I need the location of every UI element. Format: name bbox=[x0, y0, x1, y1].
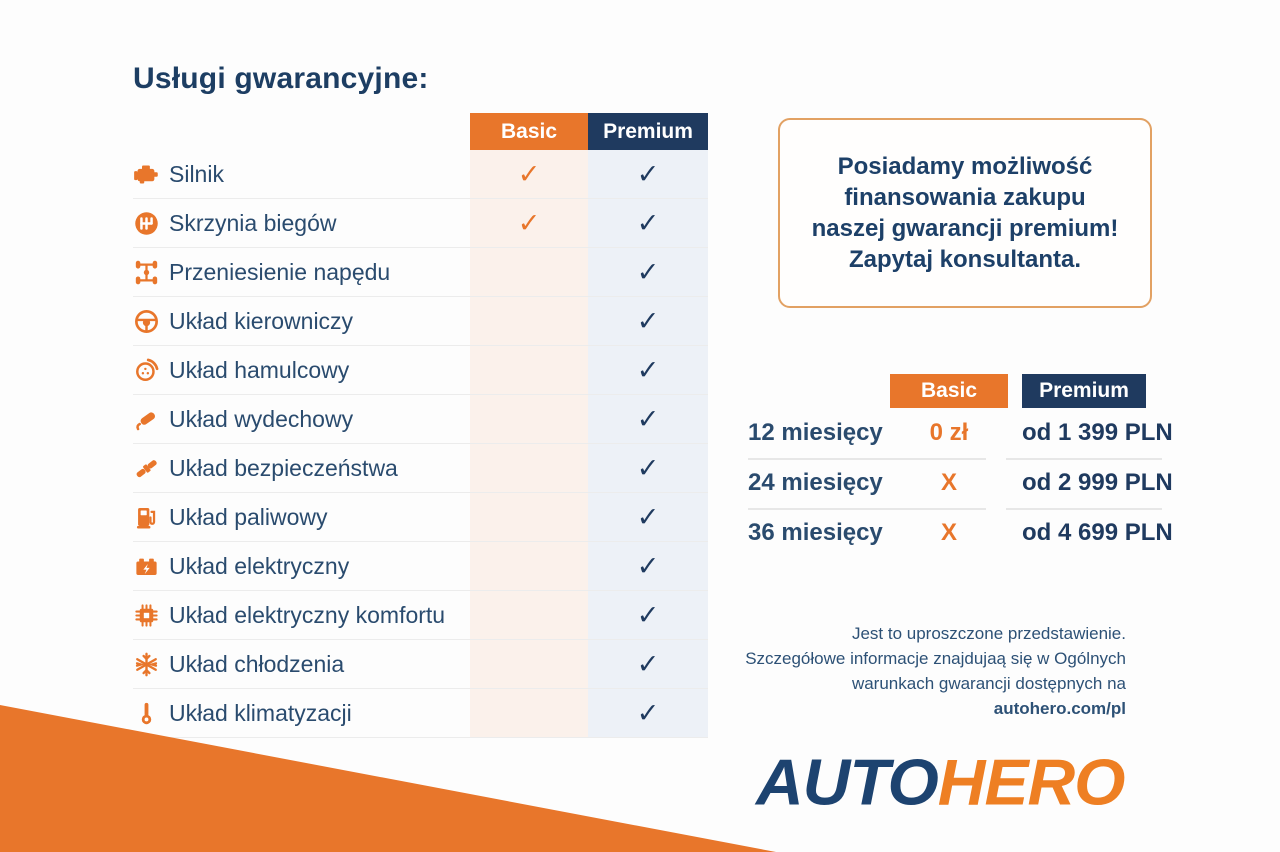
pricing-basic-header: Basic bbox=[890, 374, 1008, 408]
pricing-table-header bbox=[748, 374, 1162, 408]
pricing-table bbox=[748, 374, 1173, 558]
premium-cell bbox=[588, 689, 708, 737]
steering-wheel-icon bbox=[133, 297, 169, 345]
service-label: Układ kierowniczy bbox=[169, 307, 354, 334]
autohero-logo bbox=[756, 745, 1124, 819]
battery-icon bbox=[133, 542, 169, 590]
thermometer-icon bbox=[133, 689, 169, 737]
table-row bbox=[133, 198, 708, 247]
basic-cell bbox=[470, 150, 588, 198]
table-row bbox=[133, 688, 708, 737]
autohero-url: autohero.com/pl bbox=[993, 699, 1126, 718]
disclaimer-line bbox=[740, 671, 1126, 721]
pricing-header-spacer bbox=[748, 374, 890, 408]
pricing-row bbox=[748, 508, 1173, 558]
service-label: Układ wydechowy bbox=[169, 405, 354, 432]
table-row bbox=[133, 590, 708, 639]
table-row bbox=[133, 492, 708, 541]
check-icon: ✓ bbox=[636, 403, 660, 435]
disclaimer-line: Jest to uproszczone przedstawienie. bbox=[851, 624, 1126, 643]
premium-cell bbox=[588, 640, 708, 688]
financing-note-line: naszej gwarancji premium! bbox=[811, 215, 1119, 242]
drivetrain-icon bbox=[133, 248, 169, 296]
service-label: Układ elektryczny bbox=[169, 552, 350, 579]
premium-cell bbox=[588, 395, 708, 443]
premium-cell bbox=[588, 297, 708, 345]
premium-column-header: Premium bbox=[588, 113, 708, 150]
basic-cell bbox=[470, 493, 588, 541]
financing-note-box bbox=[778, 118, 1152, 308]
basic-cell bbox=[470, 444, 588, 492]
premium-price: od 2 999 PLN bbox=[1022, 469, 1173, 496]
brake-disc-icon bbox=[133, 346, 169, 394]
pricing-row bbox=[748, 458, 1173, 508]
check-icon: ✓ bbox=[636, 158, 660, 190]
table-row bbox=[133, 541, 708, 590]
pricing-table-body bbox=[748, 408, 1173, 558]
financing-note-line: Zapytaj konsultanta. bbox=[848, 246, 1082, 273]
service-label: Przeniesienie napędu bbox=[169, 258, 391, 285]
pricing-premium-header: Premium bbox=[1022, 374, 1146, 408]
check-icon: ✓ bbox=[636, 648, 660, 680]
term-label: 12 miesięcy bbox=[748, 419, 883, 446]
financing-note-line: Posiadamy możliwość bbox=[837, 153, 1093, 180]
premium-cell bbox=[588, 346, 708, 394]
basic-cell bbox=[470, 591, 588, 639]
exhaust-icon bbox=[133, 395, 169, 443]
check-icon: ✓ bbox=[636, 354, 660, 386]
check-icon: ✓ bbox=[517, 158, 541, 190]
logo-hero-part: HERO bbox=[937, 745, 1125, 819]
basic-cell bbox=[470, 640, 588, 688]
premium-price: od 1 399 PLN bbox=[1022, 419, 1173, 446]
premium-cell bbox=[588, 150, 708, 198]
warranty-table-header bbox=[133, 113, 708, 150]
check-icon: ✓ bbox=[636, 207, 660, 239]
table-row bbox=[133, 296, 708, 345]
premium-cell bbox=[588, 248, 708, 296]
service-label: Układ elektryczny komfortu bbox=[169, 601, 446, 628]
pricing-header-gap bbox=[1008, 374, 1022, 408]
service-label: Układ paliwowy bbox=[169, 503, 328, 530]
service-label: Układ chłodzenia bbox=[169, 650, 345, 677]
check-icon: ✓ bbox=[636, 256, 660, 288]
warranty-table-body bbox=[133, 150, 708, 738]
header-spacer bbox=[133, 113, 470, 150]
basic-column-header: Basic bbox=[470, 113, 588, 150]
engine-icon bbox=[133, 150, 169, 198]
table-row bbox=[133, 247, 708, 296]
disclaimer-text bbox=[740, 621, 1126, 721]
logo-auto-part: AUTO bbox=[756, 745, 938, 819]
table-row bbox=[133, 345, 708, 394]
term-label: 24 miesięcy bbox=[748, 469, 883, 496]
table-row bbox=[133, 150, 708, 198]
basic-cell bbox=[470, 542, 588, 590]
table-row bbox=[133, 394, 708, 443]
fuel-pump-icon bbox=[133, 493, 169, 541]
premium-cell bbox=[588, 591, 708, 639]
disclaimer-line: Szczegółowe informacje znajdujaą się w Ogólnych bbox=[745, 649, 1126, 668]
chip-icon bbox=[133, 591, 169, 639]
basic-cell bbox=[470, 248, 588, 296]
basic-cell bbox=[470, 346, 588, 394]
basic-price: X bbox=[940, 469, 957, 496]
check-icon: ✓ bbox=[636, 697, 660, 729]
seatbelt-icon bbox=[133, 444, 169, 492]
check-icon: ✓ bbox=[636, 599, 660, 631]
service-label: Silnik bbox=[169, 160, 224, 187]
premium-cell bbox=[588, 199, 708, 247]
table-row bbox=[133, 443, 708, 492]
service-label: Układ klimatyzacji bbox=[169, 699, 352, 726]
check-icon: ✓ bbox=[636, 550, 660, 582]
gearbox-icon bbox=[133, 199, 169, 247]
financing-note-line: finansowania zakupu bbox=[844, 184, 1086, 211]
disclaimer-line-prefix: warunkach gwarancji dostępnych na bbox=[851, 674, 1126, 693]
service-label: Układ bezpieczeństwa bbox=[169, 454, 398, 481]
warranty-table bbox=[133, 113, 708, 738]
basic-cell bbox=[470, 199, 588, 247]
pricing-row bbox=[748, 408, 1173, 458]
check-icon: ✓ bbox=[517, 207, 541, 239]
service-label: Układ hamulcowy bbox=[169, 356, 350, 383]
page-title: Usługi gwarancyjne: bbox=[133, 62, 429, 95]
premium-price: od 4 699 PLN bbox=[1022, 519, 1173, 546]
premium-cell bbox=[588, 542, 708, 590]
service-label: Skrzynia biegów bbox=[169, 209, 337, 236]
table-row bbox=[133, 639, 708, 688]
snowflake-icon bbox=[133, 640, 169, 688]
basic-cell bbox=[470, 689, 588, 737]
check-icon: ✓ bbox=[636, 452, 660, 484]
premium-cell bbox=[588, 444, 708, 492]
basic-price: X bbox=[940, 519, 957, 546]
basic-price: 0 zł bbox=[929, 419, 969, 446]
check-icon: ✓ bbox=[636, 501, 660, 533]
term-label: 36 miesięcy bbox=[748, 519, 883, 546]
basic-cell bbox=[470, 395, 588, 443]
check-icon: ✓ bbox=[636, 305, 660, 337]
premium-cell bbox=[588, 493, 708, 541]
basic-cell bbox=[470, 297, 588, 345]
